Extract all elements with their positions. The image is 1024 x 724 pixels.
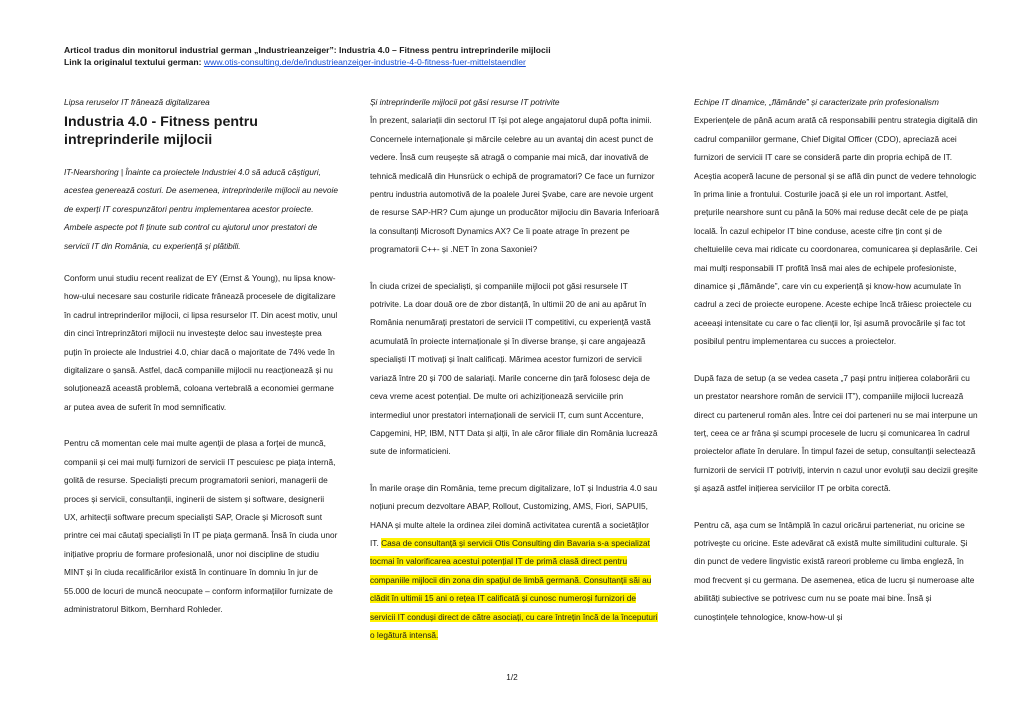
- paragraph: Pentru că, așa cum se întâmplă în cazul oricărui parteneriat, nu oricine se potrivește cu oricine. Este adevărat că există multe similitudini culturale. Și din punct de vedere lingvistic există rareori probleme cu limba engleză, în mod frecvent și cu germana. De asemenea, etica de lucru și numeroase alte abilități subiective se potrivesc cum nu se poate mai bine. Însă și cunoștințele tehnologice, know-how-ul și: [694, 519, 975, 622]
- section-subheading: Echipe IT dinamice, „flămânde” și caracterizate prin profesionalism: [694, 97, 939, 107]
- column-1: [64, 93, 340, 636]
- paragraph: Experiențele de până acum arată că responsabilii pentru strategia digitală din cadrul companiilor germane, Chief Digital Officer (CDO), apreciază acei furnizori de servicii IT care se consideră parte din propria echipă de IT. Aceștia acoperă lacune de personal și se află din punct de vedere tehnologic în prima linie a frontului. Costurile joacă și ele un rol important. Astfel, prețurile nearshore sunt cu până la 50% mai reduse decât cele de pe piața locală. În cazul echipelor IT bine conduse, aceste cifre țin cont și de cheltuielile ceva mai ridicate cu coordonarea, comunicarea și deplasările. Cei mai mulți responsabili IT profită însă mai ales de echipele profesioniste, dinamice și „flămânde”, care vin cu experiență și know-how acumulate în cadrul a zeci de proiecte europene. Aceste echipe încă trăiesc proiectele cu aceeași intensitate cu care o fac clienții lor, își asumă provocările și fac tot posibilul pentru implementarea cu succes a proiectelor.: [694, 115, 978, 347]
- paragraph: După faza de setup (a se vedea caseta „7 pași pntru inițierea colaborării cu un prestator nearshore român de servicii IT”), companiile mijlocii lucrează direct cu partenerul român ales. Între cei doi parteneri nu se mai interpune un terț, ceea ce ar frâna și scumpi procesele de lucru și comunicarea în cadrul proiectelor aflate în derulare. În timpul fazei de setup, consultanții selectează furnizorii de servicii IT potriviți, intervin n cazul unor evoluții sau decizii greșite și așază astfel inițierea serviciilor IT pe orbita corectă.: [694, 372, 978, 494]
- article-title: Industria 4.0 - Fitness pentru intreprinderile mijlocii: [64, 114, 258, 148]
- header-link-label: Link la originalul textului german:: [64, 57, 204, 67]
- paragraph: Conform unui studiu recent realizat de EY (Ernst & Young), nu lipsa know-how-ului necesare sau costurile ridicate frânează procesele de digitalizare în cadrul intreprinderilor mijlocii, ci lipsa resurselor IT. Din acest motiv, unul din cinci întreprinzători mijlocii nu investește deloc sau investește prea puțin în proiecte ale Industriei 4.0, chiar dacă o majoritate de 74% vede în digitalizare o șansă. Astfel, dacă companiile mijlocii nu reacționează și nu soluționează această problemă, coloana vertebrală a economiei germane ar putea avea de suferit în mod semnificativ.: [64, 273, 338, 412]
- article-lead: IT-Nearshoring | Înainte ca proiectele Industriei 4.0 să aducă câștiguri, acestea generează costuri. De asemenea, intreprinderile mijlocii au nevoie de experți IT corespunzători pentru implementarea acestor proiecte. Ambele aspecte pot fi ținute sub control cu ajutorul unor prestatori de servicii IT din România, cu experiență și plătibili.: [64, 167, 338, 251]
- header-title: Articol tradus din monitorul industrial german „Industrieanzeiger”: Industria 4.0 – Fitness pentru intreprinderile mijlocii: [64, 45, 551, 55]
- header-link-line: [64, 56, 964, 68]
- paragraph: În prezent, salariații din sectorul IT își pot alege angajatorul după pofta inimii. Concernele internaționale și mărcile celebre au un avantaj din acest punct de vedere. Însă cum reușește să atragă o companie mai mică, dar inovativă de tehnică medicală din Hunsrück o echipă de programatori? Ce face un furnizor pentru industria automotivă de la poalele Jurei Șvabe, care are nevoie urgent de resurse SAP-HR? Cum ajunge un producător mijlociu din Bavaria Inferioară la consultanți Microsoft Dynamics AX? Ce îi poate atrage în prezent pe programatorii C++- și .NET în zona Saxoniei?: [370, 115, 660, 255]
- paragraph-with-highlight: [370, 479, 660, 645]
- article-kicker: Lipsa reruselor IT frânează digitalizarea: [64, 97, 210, 107]
- original-article-link[interactable]: www.otis-consulting.de/de/industrieanzeiger-industrie-4-0-fitness-fuer-mittelstaendler: [203, 57, 526, 67]
- highlighted-text: Casa de consultanță și servicii Otis Consulting din Bavaria s-a specializat tocmai în valorificarea acestui potențial IT de primă clasă direct pentru companiile mijlocii din zona din spațiul de limbă germană. Consultanții săi au clădit în ultimii 15 ani o rețea IT calificată și cunosc numeroși furnizori de servicii IT conduși direct de către asociați, cu care întrețin încă de la începuturi o legătură intensă.: [370, 537, 658, 640]
- paragraph-text: În marile orașe din România, teme precum digitalizare, IoT și Industria 4.0 sau noțiuni precum dezvoltare ABAP, Rollout, Customizing, AMS, Fiori, SAPUI5, HANA și multe altele la ordinea zilei domină activitatea curentă a societăților IT.: [370, 482, 658, 548]
- column-2: [370, 93, 660, 662]
- section-subheading: Și intreprinderile mijlocii pot găsi resurse IT potrivite: [370, 97, 560, 107]
- page-number: 1/2: [506, 672, 518, 682]
- column-3: [694, 93, 978, 644]
- document-header: [64, 44, 964, 68]
- paragraph: Pentru că momentan cele mai multe agenții de plasa a forței de muncă, companii și cei mai mulți furnizori de servicii IT pescuiesc pe piața internă, golită de resurse. Specialiști precum programatorii seniori, managerii de proces și servicii, consultanții, inginerii de sistem și software, designerii UX, arhitecții software precum specialiști SAP, Oracle și Microsoft sunt printre cei mai căutați specialiști în IT pe piața germană. Însă în ciuda unor inițiative propriu de formare profesională, unor noi discipline de studiu MINT și în ciuda recalificărilor există în continuare în domniu în jur de 55.000 de locuri de muncă neocupate – conform informațiilor furnizate de administratorul Bitkom, Bernhard Rohleder.: [64, 438, 338, 614]
- paragraph: În ciuda crizei de specialiști, și companiile mijlocii pot găsi resursele IT potrivite. La doar două ore de zbor distanță, în ultimii 20 de ani au apărut în România nenumărați prestatori de servicii IT competitivi, cu experiență vastă acumulată în proiecte internaționale și în diverse branșe, și care angajează specialiști IT motivați și înalt calificați. Mărimea acestor furnizori de servicii variază între 20 și 700 de salariați. Marile concerne din țară folosesc deja de ceva vreme acest potențial. De multe ori achiziționează serviciile prin intermediul unor prestatori internaționali de servicii IT, cum sunt Accenture, Capgemini, HP, IBM, NTT Data și alții, în ale căror filiale din România lucrează sute de informaticieni.: [370, 280, 658, 457]
